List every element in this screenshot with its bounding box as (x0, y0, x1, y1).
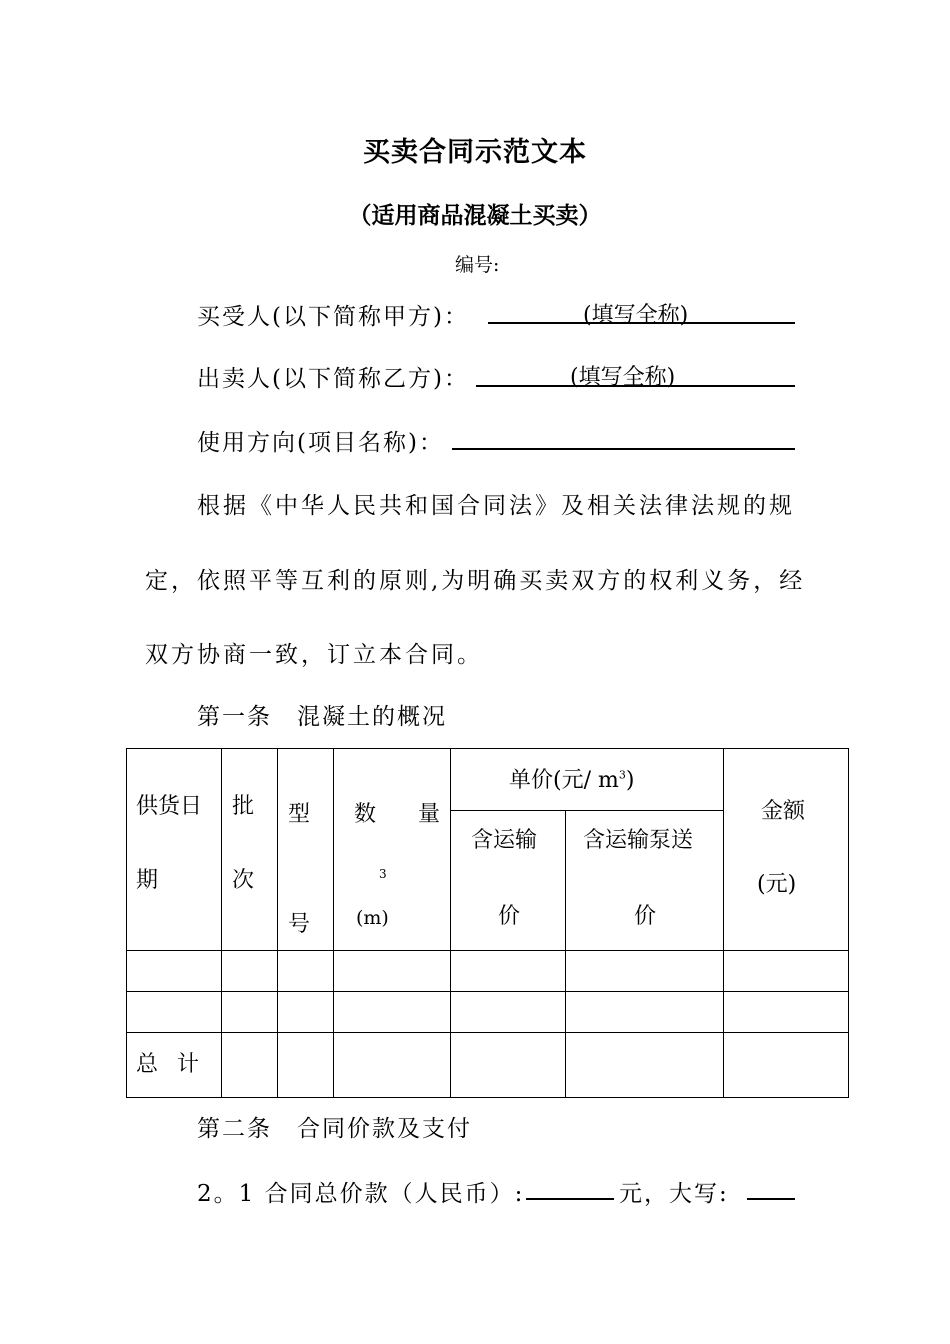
contract-number-label: 编号: (455, 254, 500, 276)
table-total-row (127, 1033, 849, 1098)
table-cell[interactable] (566, 1033, 724, 1098)
article-2-heading: 第二条 合同价款及支付 (197, 1116, 472, 1142)
table-cell[interactable] (222, 992, 278, 1033)
header-unit-price-text: 单价(元/ m (509, 768, 619, 793)
article-1-heading: 第一条 混凝土的概况 (197, 704, 447, 730)
table-cell[interactable] (334, 951, 451, 992)
buyer-label: 买受人(以下简称甲方)： (197, 304, 469, 330)
header-supply-date (127, 749, 222, 951)
header-model-line1: 型 (288, 802, 311, 827)
intro-line-1: 根据《中华人民共和国合同法》及相关法律法规的规 (197, 493, 795, 519)
header-amount-line1: 金额 (761, 799, 806, 824)
header-unit-price-superscript: 3 (618, 768, 626, 782)
table-row (127, 951, 849, 992)
seller-label: 出卖人(以下简称乙方)： (197, 366, 469, 392)
table-cell[interactable] (451, 951, 566, 992)
header-model (278, 749, 334, 951)
table-cell[interactable] (724, 951, 849, 992)
header-transport-line1: 含运输 (471, 828, 538, 853)
header-batch-line1: 批 (232, 794, 255, 819)
table-cell[interactable] (278, 951, 334, 992)
table-cell[interactable] (451, 1033, 566, 1098)
table-cell[interactable] (566, 992, 724, 1033)
document-subtitle: （适用商品混凝土买卖） (348, 202, 602, 229)
project-label: 使用方向(项目名称)： (197, 430, 444, 456)
header-transport-line2: 价 (498, 904, 521, 929)
header-price-with-transport (451, 811, 566, 951)
table-cell[interactable] (451, 992, 566, 1033)
header-quantity-char2: 量 (418, 802, 441, 827)
table-cell[interactable] (334, 992, 451, 1033)
header-price-with-pump (566, 811, 724, 951)
header-quantity-superscript: 3 (379, 867, 387, 881)
intro-line-2: 定，依照平等互利的原则,为明确买卖双方的权利义务，经 (145, 568, 806, 594)
clause-2-1-unit: 元，大写: (619, 1181, 729, 1207)
header-batch-line2: 次 (232, 868, 255, 893)
buyer-fill-hint: (填写全称) (583, 303, 689, 328)
header-supply-date-line2: 期 (136, 868, 159, 893)
table-cell[interactable] (724, 992, 849, 1033)
total-price-field[interactable] (526, 1198, 614, 1200)
project-name-field[interactable] (452, 448, 795, 450)
header-supply-date-line1: 供货日 (136, 794, 203, 819)
table-cell[interactable] (222, 1033, 278, 1098)
table-row (127, 992, 849, 1033)
table-cell[interactable] (724, 1033, 849, 1098)
header-quantity (334, 749, 451, 951)
total-label: 总 计 (136, 1052, 205, 1077)
header-quantity-unit: (m) (356, 907, 389, 929)
table-cell[interactable] (127, 951, 222, 992)
header-quantity-char1: 数 (354, 802, 377, 827)
total-label-cell (127, 1033, 222, 1098)
clause-2-1-label: 2。1 合同总价款（人民币）: (197, 1181, 525, 1207)
seller-fill-hint: (填写全称) (570, 365, 676, 390)
total-price-words-field[interactable] (747, 1198, 795, 1200)
header-pump-line1: 含运输泵送 (583, 828, 694, 853)
document-title: 买卖合同示范文本 (363, 137, 587, 168)
table-cell[interactable] (566, 951, 724, 992)
header-amount-line2: (元) (757, 872, 797, 897)
table-cell[interactable] (278, 992, 334, 1033)
header-batch (222, 749, 278, 951)
table-cell[interactable] (222, 951, 278, 992)
table-cell[interactable] (127, 992, 222, 1033)
header-amount (724, 749, 849, 951)
header-unit-price (451, 749, 724, 811)
header-unit-price-close: ) (625, 768, 635, 793)
table-cell[interactable] (334, 1033, 451, 1098)
table-cell[interactable] (278, 1033, 334, 1098)
header-pump-line2: 价 (634, 904, 657, 929)
header-model-line2: 号 (288, 912, 311, 937)
intro-line-3: 双方协商一致，订立本合同。 (145, 642, 483, 668)
concrete-table (126, 748, 849, 1098)
